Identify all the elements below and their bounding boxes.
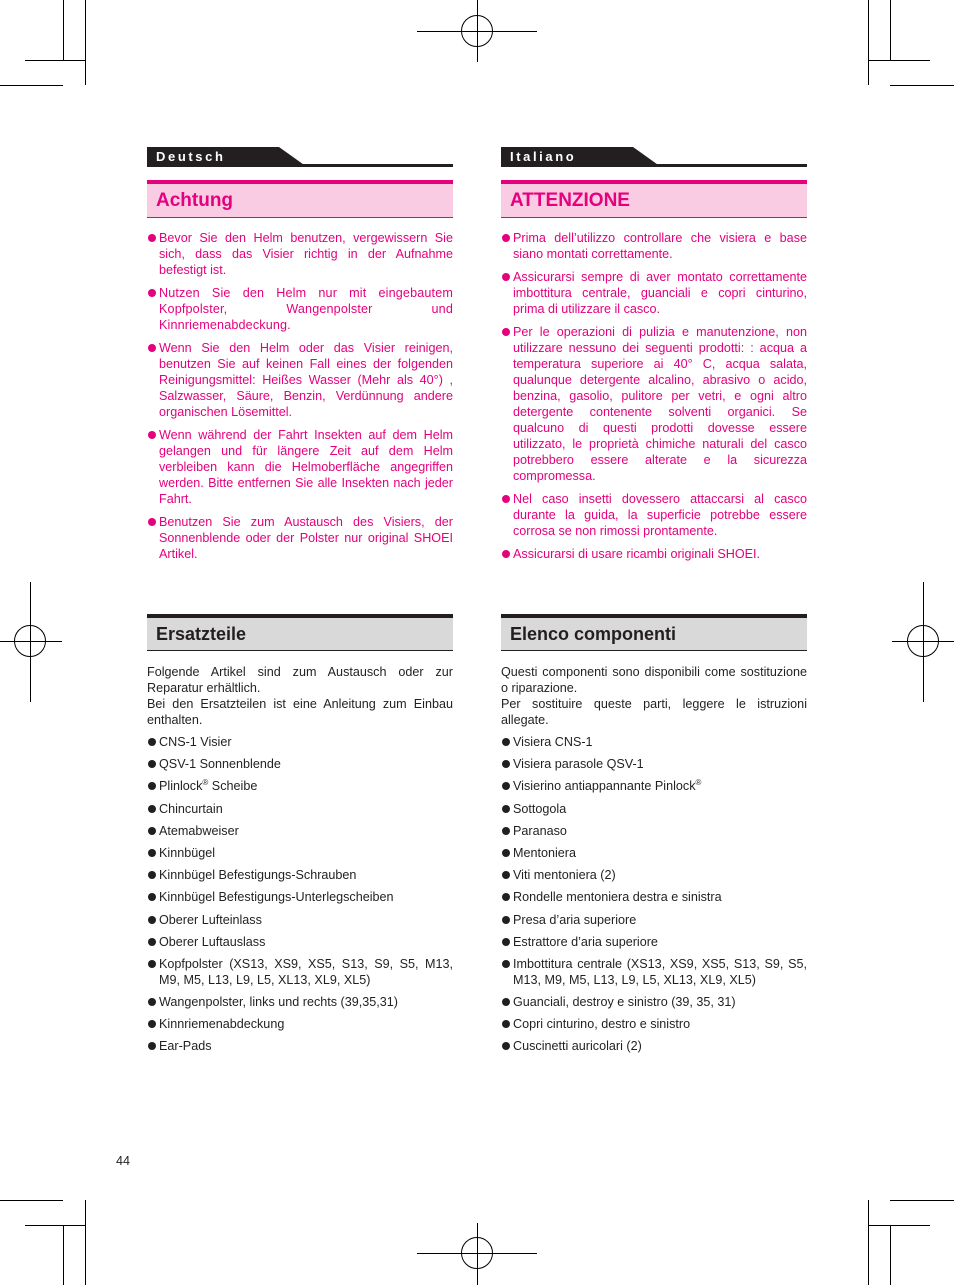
parts-item: Kinnriemenabdeckung [147, 1016, 453, 1032]
parts-item: Kinnbügel Befestigungs-Unterlegscheiben [147, 889, 453, 905]
parts-intro-line: Bei den Ersatzteilen ist eine Anleitung zum Einbau enthalten. [147, 697, 453, 727]
parts-header [147, 614, 453, 651]
parts-header [501, 614, 807, 651]
parts-item [147, 778, 453, 794]
parts-item: Imbottitura centrale (XS13, XS9, XS5, S13, S9, S5, M13, M9, M5, L13, L9, L5, XL13, XL9, XL5) [501, 956, 807, 988]
registered-mark: ® [695, 778, 702, 788]
parts-item: Paranaso [501, 823, 807, 839]
parts-item-text: Visierino antiappannante Pinlock [513, 779, 696, 794]
parts-item: Viti mentoniera (2) [501, 867, 807, 883]
crop-mark [63, 0, 64, 60]
warning-title: Achtung [156, 189, 234, 211]
registration-circle [461, 1237, 493, 1269]
crop-mark [25, 60, 85, 61]
parts-item: Wangenpolster, links und rechts (39,35,31) [147, 994, 453, 1010]
registration-circle [461, 15, 493, 47]
warning-item: Nutzen Sie den Helm nur mit eingebautem Kopfpolster, Wangenpolster und Kinnriemenabdeckung. [147, 285, 453, 333]
italian-warning-section [501, 147, 807, 569]
warning-item: Per le operazioni di pulizia e manutenzione, non utilizzare nessuno dei seguenti prodotti: : acqua a temperatura superiore ai 40° C, acqua salata, qualunque detergente alcalino, abrasivo o acido, benzina, gasolio, pulitore per vetri, e ogni altro detergente contenente solventi organici. Se qualcuno di questi prodotti dovesse essere utilizzato, le proprietà chimiche naturali del casco potrebbero essere alterate e la sicurezza compromessa. [501, 324, 807, 484]
warning-header [147, 180, 453, 218]
parts-item: Kinnbügel Befestigungs-Schrauben [147, 867, 453, 883]
italian-parts-section [501, 614, 807, 1061]
crop-mark [63, 1225, 64, 1285]
crop-mark [85, 0, 86, 85]
warning-item: Wenn Sie den Helm oder das Visier reinigen, benutzen Sie auf keinen Fall eines der folgenden Reinigungsmittel: Heißes Wasser (Mehr als 40°) , Salzwasser, Säure, Benzin, Verdünnung andere organischen Lösemittel. [147, 340, 453, 420]
warning-item: Nel caso insetti dovessero attaccarsi al casco durante la guida, la superficie potrebbe essere corrosa se non rimossi prontamente. [501, 491, 807, 539]
tab-rule [501, 164, 807, 167]
parts-item: Presa d’aria superiore [501, 912, 807, 928]
parts-item: Mentoniera [501, 845, 807, 861]
parts-item: CNS-1 Visier [147, 734, 453, 750]
warning-item: Bevor Sie den Helm benutzen, vergewissern Sie sich, dass das Visier richtig in der Aufnahme befestigt ist. [147, 230, 453, 278]
warning-list [501, 230, 807, 562]
parts-item: Sottogola [501, 801, 807, 817]
parts-item: Guanciali, destroy e sinistro (39, 35, 31) [501, 994, 807, 1010]
crop-mark [890, 1225, 891, 1285]
warning-item: Prima dell’utilizzo controllare che visiera e base siano montati correttamente. [501, 230, 807, 262]
parts-intro-line: Questi componenti sono disponibili come sostituzione o riparazione. [501, 665, 807, 695]
parts-item: Estrattore d’aria superiore [501, 934, 807, 950]
registration-circle [14, 625, 46, 657]
crop-mark [890, 85, 954, 86]
parts-title: Elenco componenti [510, 623, 677, 644]
crop-mark [868, 1225, 930, 1226]
language-label: Deutsch [156, 149, 226, 164]
parts-item: Kopfpolster (XS13, XS9, XS5, S13, S9, S5, M13, M9, M5, L13, L9, L5, XL13, XL9, XL5) [147, 956, 453, 988]
warning-item: Assicurarsi di usare ricambi originali SHOEI. [501, 546, 807, 562]
warning-item: Benutzen Sie zum Austausch des Visiers, der Sonnenblende oder der Polster nur original SHOEI Artikel. [147, 514, 453, 562]
crop-mark [85, 1200, 86, 1285]
parts-item-text: Scheibe [208, 779, 258, 794]
parts-title: Ersatzteile [156, 623, 247, 644]
crop-mark [25, 1225, 85, 1226]
crop-mark [0, 85, 63, 86]
parts-item: Ear-Pads [147, 1038, 453, 1054]
german-warning-section [147, 147, 453, 569]
crop-mark [868, 1200, 869, 1285]
german-parts-section [147, 614, 453, 1061]
parts-item: Oberer Lufteinlass [147, 912, 453, 928]
warning-item: Assicurarsi sempre di aver montato correttamente imbottitura centrale, guanciali e copri cinturino, prima di utilizzare il casco. [501, 269, 807, 317]
tab-rule [147, 164, 453, 167]
crop-mark [890, 0, 891, 60]
parts-item: Kinnbügel [147, 845, 453, 861]
registration-circle [907, 625, 939, 657]
language-tab-deutsch [147, 147, 453, 167]
parts-item: Atemabweiser [147, 823, 453, 839]
parts-item: Oberer Luftauslass [147, 934, 453, 950]
crop-mark [890, 1200, 954, 1201]
parts-list [501, 734, 807, 1054]
crop-mark [868, 60, 930, 61]
parts-item: Visiera parasole QSV-1 [501, 756, 807, 772]
parts-item: QSV-1 Sonnenblende [147, 756, 453, 772]
language-tab-italiano [501, 147, 807, 167]
parts-item: Copri cinturino, destro e sinistro [501, 1016, 807, 1032]
parts-intro [501, 664, 807, 728]
parts-intro-line: Per sostituire queste parti, leggere le istruzioni allegate. [501, 697, 807, 727]
warning-list [147, 230, 453, 562]
warning-title: ATTENZIONE [510, 189, 630, 211]
parts-item-text: Plinlock [159, 779, 203, 794]
parts-intro [147, 664, 453, 728]
registered-mark: ® [202, 778, 209, 788]
parts-item [501, 778, 807, 794]
parts-item: Chincurtain [147, 801, 453, 817]
warning-item: Wenn während der Fahrt Insekten auf dem Helm gelangen und für längere Zeit auf dem Helm verbleiben kann die Helmoberfläche angegriffen werden. Bitte entfernen Sie alle Insekten nach jeder Fahrt. [147, 427, 453, 507]
parts-list [147, 734, 453, 1054]
parts-item: Cuscinetti auricolari (2) [501, 1038, 807, 1054]
warning-header [501, 180, 807, 218]
parts-item: Rondelle mentoniera destra e sinistra [501, 889, 807, 905]
crop-mark [868, 0, 869, 85]
parts-intro-line: Folgende Artikel sind zum Austausch oder zur Reparatur erhältlich. [147, 665, 453, 695]
parts-item: Visiera CNS-1 [501, 734, 807, 750]
crop-mark [0, 1200, 63, 1201]
page-number: 44 [116, 1154, 131, 1168]
language-label: Italiano [510, 149, 577, 164]
